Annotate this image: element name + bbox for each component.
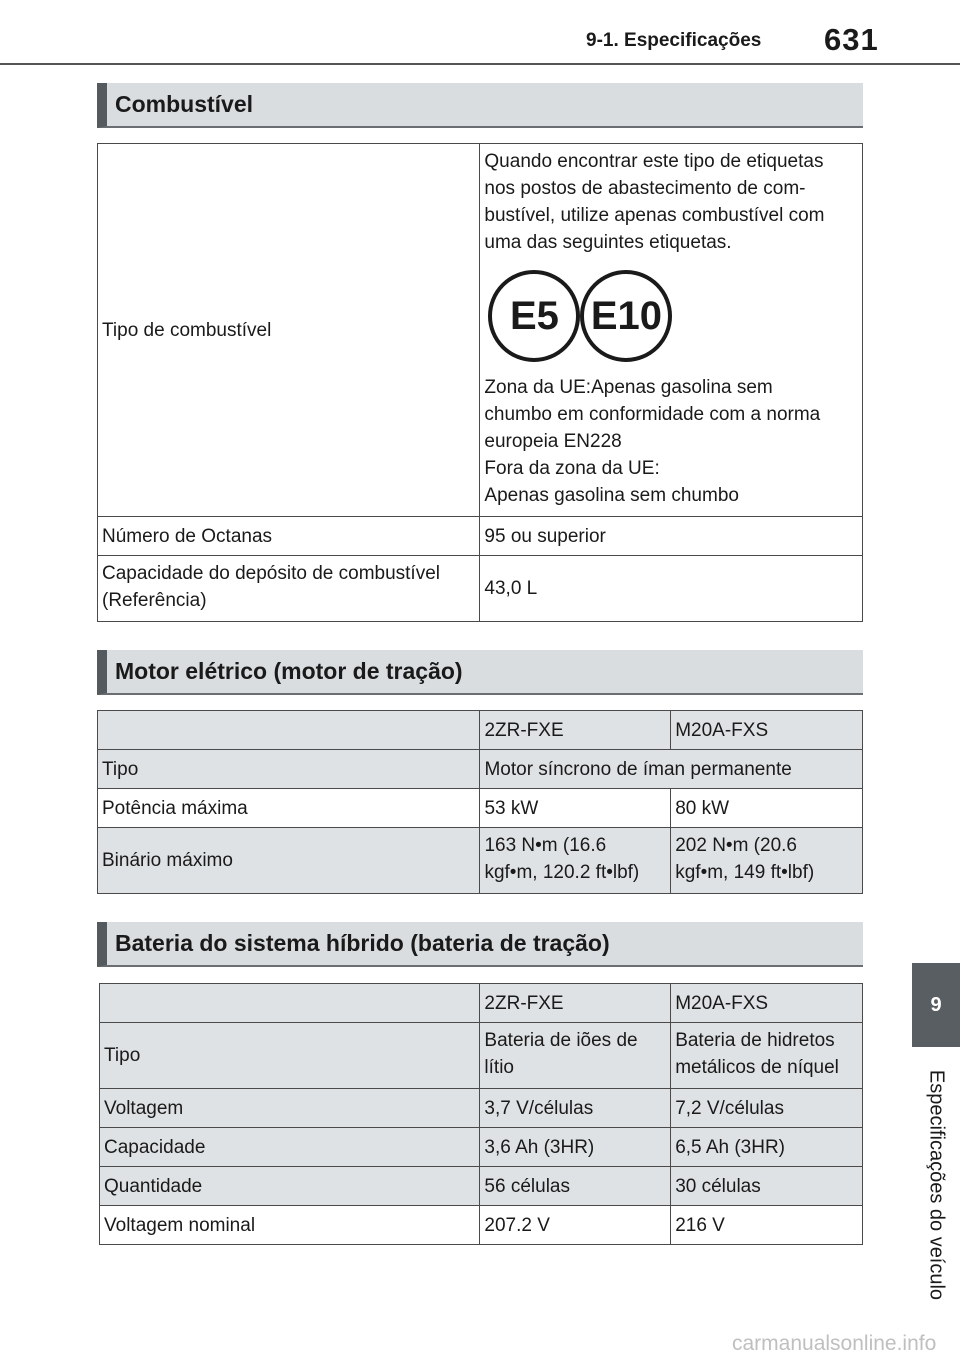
e10-fuel-badge: E10 bbox=[580, 270, 672, 362]
tank-capacity-value: 43,0 L bbox=[480, 556, 863, 622]
motor-heading-text: Motor elétrico (motor de tração) bbox=[115, 658, 463, 684]
quantity-value: 30 células bbox=[671, 1167, 863, 1206]
motor-section-heading bbox=[97, 650, 863, 695]
fuel-table bbox=[97, 143, 863, 622]
tank-capacity-label-line: Capacidade do depósito de combustível bbox=[102, 563, 441, 584]
quantity-label: Quantidade bbox=[100, 1167, 480, 1206]
capacity-label: Capacidade bbox=[100, 1128, 480, 1167]
page-number: 631 bbox=[824, 22, 879, 57]
voltage-label: Voltagem bbox=[100, 1089, 480, 1128]
battery-heading-text: Bateria do sistema híbrido (bateria de tração) bbox=[115, 930, 610, 956]
motor-type-value: Motor síncrono de íman permanente bbox=[480, 750, 863, 789]
table-row bbox=[98, 556, 863, 622]
fuel-type-label: Tipo de combustível bbox=[98, 144, 480, 517]
battery-table bbox=[99, 983, 863, 1245]
nominal-voltage-value: 216 V bbox=[671, 1206, 863, 1245]
nominal-voltage-value: 207.2 V bbox=[480, 1206, 671, 1245]
capacity-value: 3,6 Ah (3HR) bbox=[480, 1128, 671, 1167]
chapter-tab bbox=[912, 963, 960, 1047]
fuel-text-line: Zona da UE:Apenas gasolina sem bbox=[484, 377, 773, 398]
max-power-value: 80 kW bbox=[671, 789, 863, 828]
fuel-text-line: Fora da zona da UE: bbox=[484, 458, 660, 479]
tank-capacity-label bbox=[98, 556, 480, 622]
tank-capacity-label-line: (Referência) bbox=[102, 590, 207, 611]
motor-type-label: Tipo bbox=[98, 750, 480, 789]
fuel-label-badges bbox=[488, 270, 858, 362]
battery-type-value bbox=[480, 1023, 671, 1089]
fuel-text-line: uma das seguintes etiquetas. bbox=[484, 232, 732, 253]
voltage-value: 7,2 V/células bbox=[671, 1089, 863, 1128]
watermark: carmanualsonline.info bbox=[732, 1332, 937, 1355]
max-torque-line: 163 N•m (16.6 bbox=[484, 835, 607, 856]
table-row bbox=[98, 517, 863, 556]
column-header: 2ZR-FXE bbox=[480, 711, 671, 750]
fuel-section-heading bbox=[97, 83, 863, 128]
nominal-voltage-label: Voltagem nominal bbox=[100, 1206, 480, 1245]
e5-fuel-badge: E5 bbox=[488, 270, 580, 362]
fuel-text-line: bustível, utilize apenas combustível com bbox=[484, 205, 825, 226]
table-row bbox=[100, 1023, 863, 1089]
max-torque-label: Binário máximo bbox=[98, 828, 480, 894]
section-title: 9-1. Especificações bbox=[586, 30, 762, 51]
fuel-type-cell bbox=[480, 144, 863, 517]
column-header: M20A-FXS bbox=[671, 984, 863, 1023]
fuel-heading-text: Combustível bbox=[115, 91, 254, 117]
chapter-label: Especificações do veículo bbox=[925, 1069, 948, 1301]
table-row bbox=[98, 750, 863, 789]
max-torque-value bbox=[480, 828, 671, 894]
table-row bbox=[98, 828, 863, 894]
table-row bbox=[98, 711, 863, 750]
header-divider bbox=[0, 63, 960, 65]
column-header: M20A-FXS bbox=[671, 711, 863, 750]
battery-type-line: Bateria de iões de bbox=[484, 1030, 638, 1051]
max-torque-line: kgf•m, 149 ft•lbf) bbox=[675, 862, 815, 883]
octane-value: 95 ou superior bbox=[480, 517, 863, 556]
chapter-number: 9 bbox=[930, 993, 942, 1016]
table-row bbox=[98, 789, 863, 828]
octane-label: Número de Octanas bbox=[98, 517, 480, 556]
max-torque-line: 202 N•m (20.6 bbox=[675, 835, 797, 856]
fuel-text-line: Quando encontrar este tipo de etiquetas bbox=[484, 151, 824, 172]
table-row bbox=[100, 984, 863, 1023]
battery-type-line: metálicos de níquel bbox=[675, 1057, 839, 1078]
max-torque-value bbox=[671, 828, 863, 894]
fuel-text-line: chumbo em conformidade com a norma bbox=[484, 404, 821, 425]
table-row bbox=[100, 1128, 863, 1167]
fuel-text-line: europeia EN228 bbox=[484, 431, 622, 452]
table-row bbox=[100, 1089, 863, 1128]
table-row bbox=[100, 1167, 863, 1206]
table-row bbox=[98, 144, 863, 517]
quantity-value: 56 células bbox=[480, 1167, 671, 1206]
voltage-value: 3,7 V/células bbox=[480, 1089, 671, 1128]
max-power-value: 53 kW bbox=[480, 789, 671, 828]
table-header-empty bbox=[100, 984, 480, 1023]
battery-type-label: Tipo bbox=[100, 1023, 480, 1089]
fuel-text-line: Apenas gasolina sem chumbo bbox=[484, 485, 739, 506]
max-torque-line: kgf•m, 120.2 ft•lbf) bbox=[484, 862, 640, 883]
column-header: 2ZR-FXE bbox=[480, 984, 671, 1023]
max-power-label: Potência máxima bbox=[98, 789, 480, 828]
capacity-value: 6,5 Ah (3HR) bbox=[671, 1128, 863, 1167]
battery-type-line: lítio bbox=[484, 1057, 514, 1078]
table-header-empty bbox=[98, 711, 480, 750]
fuel-text-line: nos postos de abastecimento de com- bbox=[484, 178, 806, 199]
battery-type-line: Bateria de hidretos bbox=[675, 1030, 835, 1051]
motor-table bbox=[97, 710, 863, 894]
battery-type-value bbox=[671, 1023, 863, 1089]
table-row bbox=[100, 1206, 863, 1245]
battery-section-heading bbox=[97, 922, 863, 967]
